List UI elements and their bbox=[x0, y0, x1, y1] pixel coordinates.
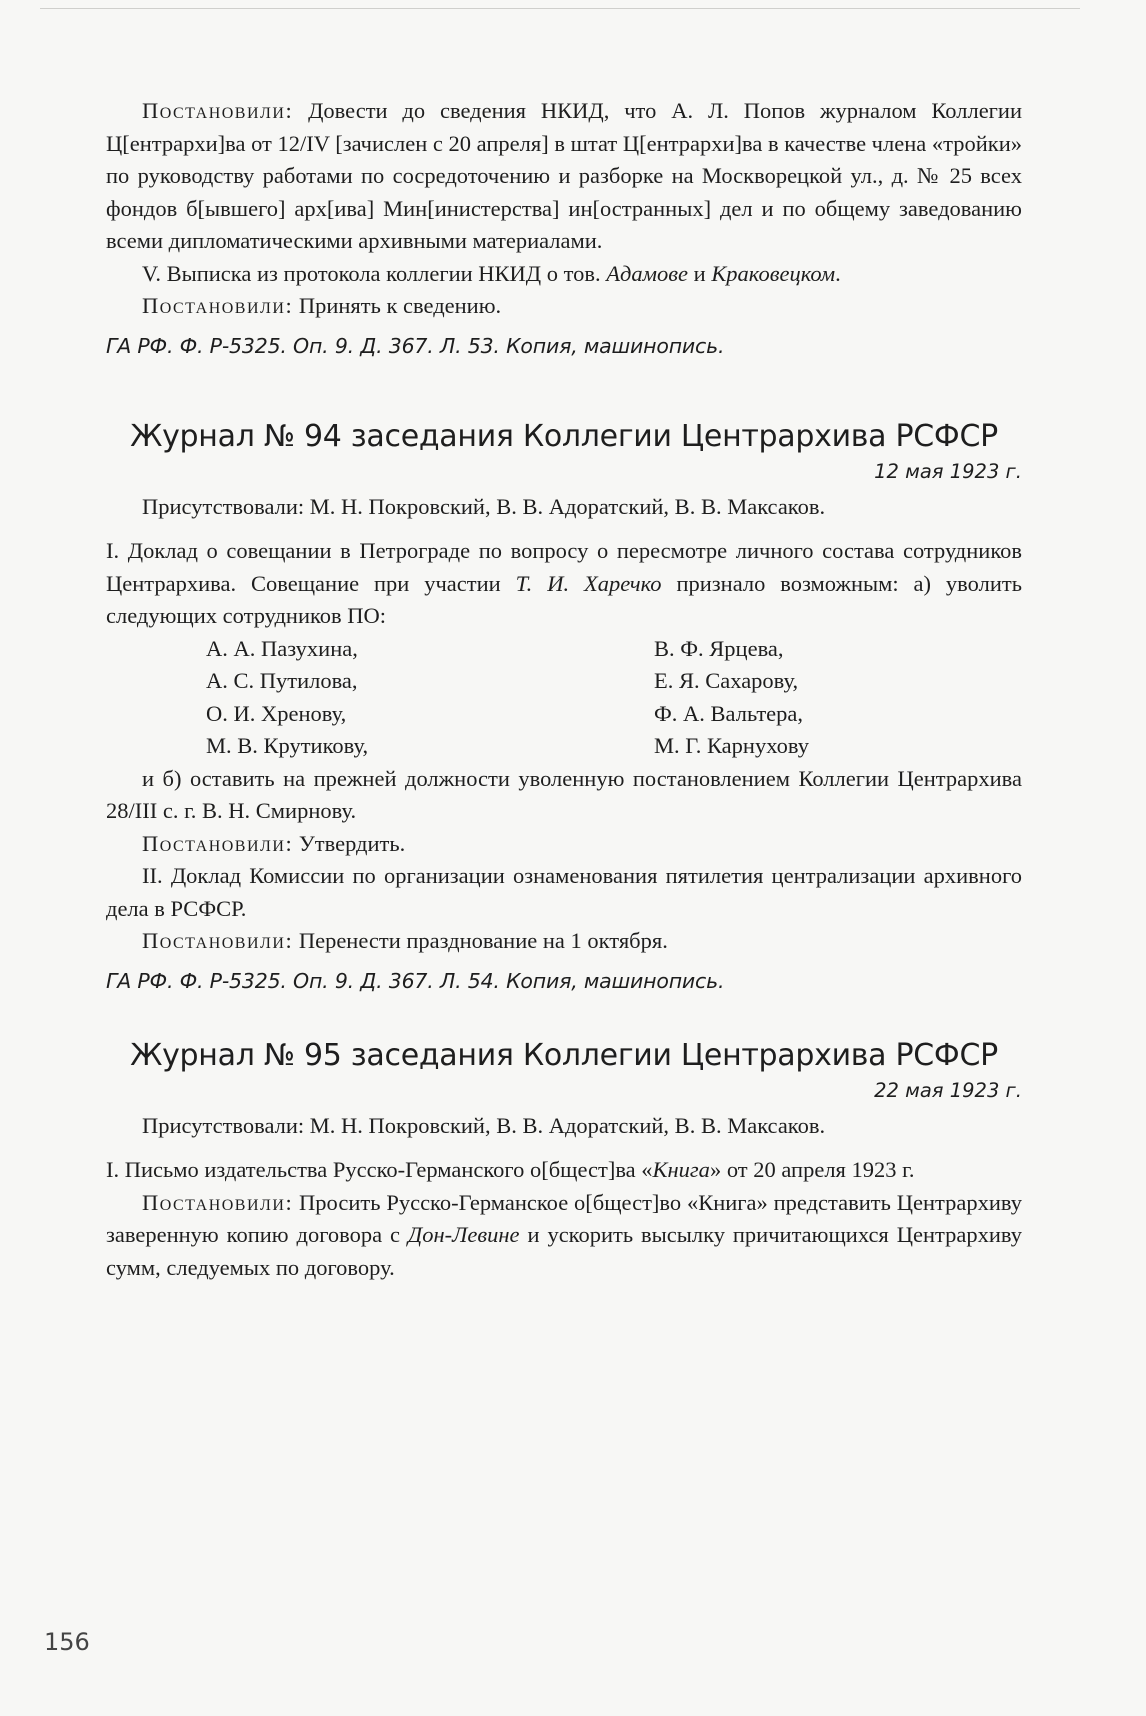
item-v-paragraph bbox=[106, 258, 1022, 291]
resolution-paragraph bbox=[106, 95, 1022, 258]
archive-source: ГА РФ. Ф. Р-5325. Оп. 9. Д. 367. Л. 54. Копия, машинопись. bbox=[106, 968, 725, 993]
journal-date: 22 мая 1923 г. bbox=[874, 1078, 1022, 1102]
resolution-text: Просить Русско-Германское о[бщест]во «Книга» представить Центрархиву заверенную копию договора с bbox=[106, 1189, 1022, 1247]
resolution-text: Утвердить. bbox=[293, 830, 406, 856]
item-v-text: V. Выписка из протокола коллегии НКИД о тов. bbox=[142, 260, 607, 286]
resolution-label: Постановили: bbox=[142, 830, 294, 856]
staff-name: А. А. Пазухина, bbox=[206, 635, 358, 661]
resolution-paragraph bbox=[106, 925, 1022, 958]
journal-date: 12 мая 1923 г. bbox=[874, 459, 1022, 483]
staff-name: А. С. Путилова, bbox=[206, 668, 358, 693]
attendees: Присутствовали: М. Н. Покровский, В. В. Адоратский, В. В. Максаков. bbox=[142, 1112, 826, 1138]
resolution-label: Постановили: bbox=[142, 293, 294, 318]
item-v-text-end: . bbox=[835, 260, 841, 286]
book-title: Книга bbox=[652, 1157, 710, 1182]
staff-name: В. Ф. Ярцева, bbox=[654, 635, 784, 661]
top-rule bbox=[40, 0, 1080, 9]
resolution-paragraph bbox=[106, 1187, 1022, 1285]
resolution-label: Постановили: bbox=[142, 928, 294, 953]
resolution-paragraph bbox=[106, 828, 1022, 861]
person-name: Адамове bbox=[606, 260, 689, 286]
staff-name: М. Г. Карнухову bbox=[654, 733, 809, 758]
resolution-label: Постановили: bbox=[142, 98, 294, 123]
staff-name: Ф. А. Вальтера, bbox=[654, 700, 804, 726]
item-i-text-end: » от 20 апреля 1923 г. bbox=[709, 1157, 915, 1182]
journal-title: Журнал № 94 заседания Коллегии Центрархива РСФСР bbox=[130, 418, 998, 454]
item-i-paragraph bbox=[106, 535, 1022, 633]
item-i-text-end: признало возможным: а) уволить следующих сотрудников ПО: bbox=[106, 570, 1022, 628]
item-ii-paragraph: II. Доклад Комиссии по организации ознаменования пятилетия централизации архивного дела в РСФСР. bbox=[106, 863, 1022, 921]
person-name: Дон-Левине bbox=[407, 1222, 520, 1247]
person-name: Т. И. Харечко bbox=[515, 570, 662, 596]
item-i-b-paragraph: и б) оставить на прежней должности уволенную постановлением Коллегии Центрархива 28/III с. г. В. Н. Смирнову. bbox=[106, 765, 1022, 823]
attendees: Присутствовали: М. Н. Покровский, В. В. Адоратский, В. В. Максаков. bbox=[142, 493, 826, 519]
resolution-text: Перенести празднование на 1 октября. bbox=[293, 928, 668, 953]
staff-name: О. И. Хренову, bbox=[206, 700, 347, 726]
resolution-paragraph bbox=[106, 290, 1022, 323]
item-i-text: I. Доклад о совещании в Петрограде по вопросу о пересмотре личного состава сотрудников Центрархива. Совещание при участии bbox=[106, 538, 1022, 596]
page-body bbox=[106, 95, 1022, 1284]
resolution-text: Принять к сведению. bbox=[293, 293, 502, 318]
item-i-paragraph bbox=[106, 1154, 1022, 1187]
journal-title: Журнал № 95 заседания Коллегии Центрархива РСФСР bbox=[130, 1037, 998, 1073]
dismissed-staff-list bbox=[106, 633, 1022, 763]
item-v-text-and: и bbox=[688, 260, 712, 286]
resolution-text: Довести до сведения НКИД, что А. Л. Попов журналом Коллегии Ц[ентрархи]ва от 12/IV [зачислен с 20 апреля] в штат Ц[ентрархи]ва в качестве члена «тройки» по руководству работами по сосредоточению и разборке на Москворецкой ул., д. № 25 всех фондов б[ывшего] арх[ива] Мин[инистерства] ин[остранных] дел и по общему заведованию всеми дипломатическими архивными материалами. bbox=[106, 98, 1022, 253]
item-i-text: I. Письмо издательства Русско-Германского о[бщест]ва « bbox=[106, 1157, 653, 1182]
person-name: Краковецком bbox=[711, 260, 836, 286]
page-number: 156 bbox=[44, 1628, 90, 1656]
staff-name: Е. Я. Сахарову, bbox=[654, 668, 799, 693]
resolution-text-end: и ускорить высылку причитающихся Центрархиву сумм, следуемых по договору. bbox=[106, 1222, 1022, 1280]
staff-name: М. В. Крутикову, bbox=[206, 733, 369, 758]
archive-source: ГА РФ. Ф. Р-5325. Оп. 9. Д. 367. Л. 53. Копия, машинопись. bbox=[106, 333, 725, 358]
resolution-label: Постановили: bbox=[142, 1189, 294, 1215]
